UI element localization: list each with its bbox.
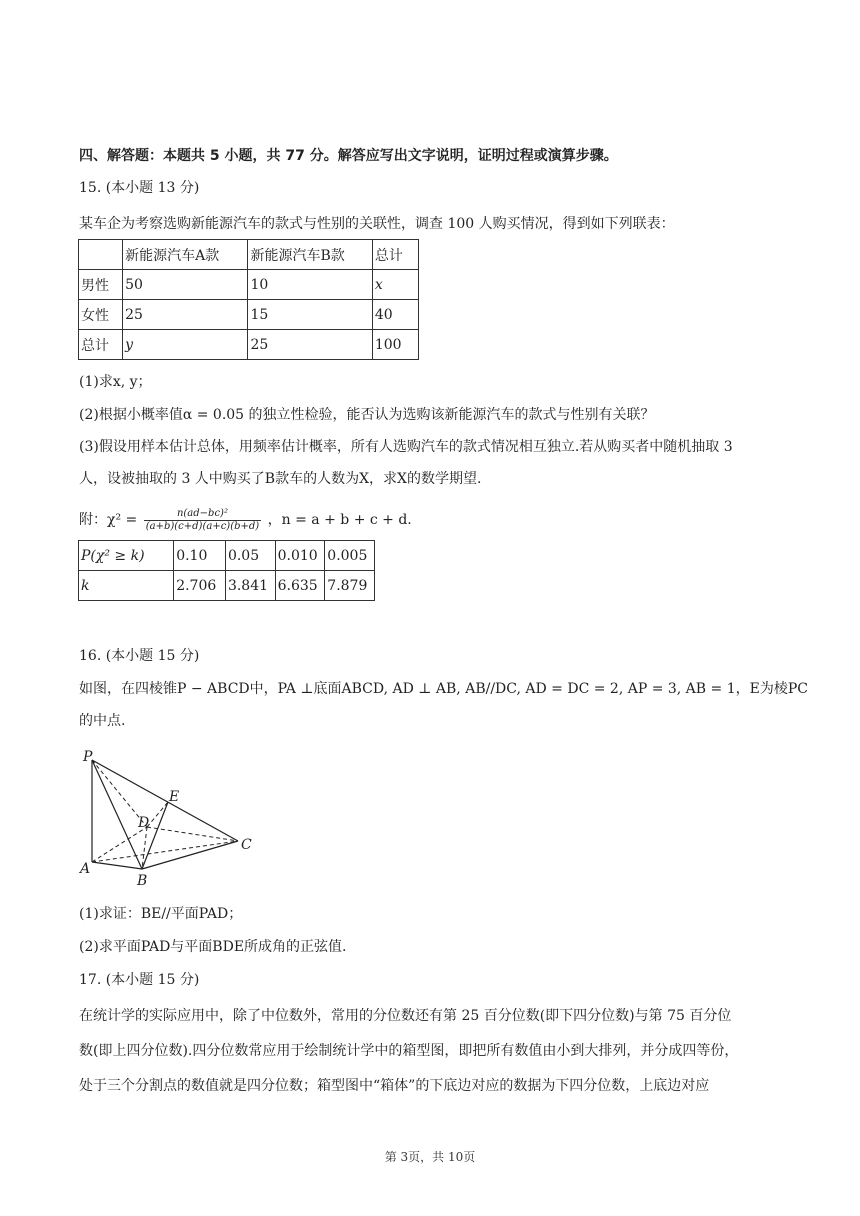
table-cell: x [372,270,418,300]
table-cell: 50 [123,270,248,300]
q17-line3: 处于三个分割点的数值就是四分位数；箱型图中“箱体”的下底边对应的数据为下四分位数，上底边对应 [79,1078,710,1094]
vertex-label-a: A [80,861,91,877]
q15-part3-line1: (3)假设用样本估计总体，用频率估计概率，所有人选购汽车的款式情况相互独立.若从购买者中随机抽取 3 [79,439,733,455]
table-cell: 100 [372,330,418,360]
table-cell: 40 [372,300,418,330]
contingency-table [78,239,419,360]
table-cell: 3.841 [225,571,275,601]
table-cell: 女性 [79,300,123,330]
q16-line2: 的中点. [79,713,126,729]
table-cell: 新能源汽车B款 [248,240,372,270]
table-cell: 0.10 [174,541,226,571]
q16-line1: 如图，在四棱锥P − ABCD中，PA ⊥底面ABCD, AD ⊥ AB, AB//DC, AD = DC = 2, AP = 3, AB = 1，E为棱PC [79,681,808,697]
table-cell: 男性 [79,270,123,300]
table-cell: 0.010 [275,541,325,571]
pyramid-figure [75,745,265,890]
table-row [79,240,419,270]
table-cell: 0.005 [325,541,375,571]
section-heading: 四、解答题：本题共 5 小题，共 77 分。解答应写出文字说明，证明过程或演算步骤。 [79,148,618,164]
vertex-label-e: E [169,789,180,805]
table-row [79,330,419,360]
table-cell: P(χ² ≥ k) [79,541,174,571]
table-cell: 6.635 [275,571,325,601]
table-cell: 总计 [79,330,123,360]
q17-line2: 数(即上四分位数).四分位数常应用于绘制统计学中的箱型图，即把所有数值由小到大排列，并分成四等份， [79,1043,739,1059]
vertex-label-c: C [241,837,252,853]
vertex-label-p: P [83,749,93,765]
critical-value-table [78,540,375,601]
table-cell [79,240,123,270]
table-cell: 25 [123,300,248,330]
q15-part3-line2: 人，设被抽取的 3 人中购买了B款车的人数为X，求X的数学期望. [79,471,482,487]
formula-numerator: n(ad−bc)² [144,508,261,521]
appendix-suffix: ，n = a + b + c + d. [267,512,412,528]
page-footer: 第 3页，共 10页 [384,1150,476,1164]
table-cell: 10 [248,270,372,300]
q15-part2: (2)根据小概率值α = 0.05 的独立性检验，能否认为选购该新能源汽车的款式与性别有关联？ [79,407,655,423]
q16-part2: (2)求平面PAD与平面BDE所成角的正弦值. [79,939,347,955]
table-cell: 总计 [372,240,418,270]
table-row [79,270,419,300]
formula-denominator: (a+b)(c+d)(a+c)(b+d) [145,520,260,532]
table-row [79,541,375,571]
q15-appendix [79,506,412,534]
q17-title: 17. (本小题 15 分) [79,972,200,988]
chi-square-formula [144,508,261,533]
table-cell: 25 [248,330,372,360]
q15-intro: 某车企为考察选购新能源汽车的款式与性别的关联性，调查 100 人购买情况，得到如下列联表： [79,216,675,232]
q15-part1: (1)求x, y； [79,374,152,390]
table-cell: 7.879 [325,571,375,601]
table-row [79,571,375,601]
table-cell: 新能源汽车A款 [123,240,248,270]
table-cell: 15 [248,300,372,330]
table-row [79,300,419,330]
table-cell: k [79,571,174,601]
table-cell: y [123,330,248,360]
q15-title: 15. (本小题 13 分) [79,180,200,196]
vertex-label-d: D [138,815,150,831]
vertex-label-b: B [137,873,148,889]
table-cell: 2.706 [174,571,226,601]
appendix-prefix: 附：χ² = [79,512,138,528]
table-cell: 0.05 [225,541,275,571]
q16-title: 16. (本小题 15 分) [79,648,200,664]
q16-part1: (1)求证：BE//平面PAD； [79,906,243,922]
q17-line1: 在统计学的实际应用中，除了中位数外，常用的分位数还有第 25 百分位数(即下四分位数)与第 75 百分位 [79,1008,732,1024]
